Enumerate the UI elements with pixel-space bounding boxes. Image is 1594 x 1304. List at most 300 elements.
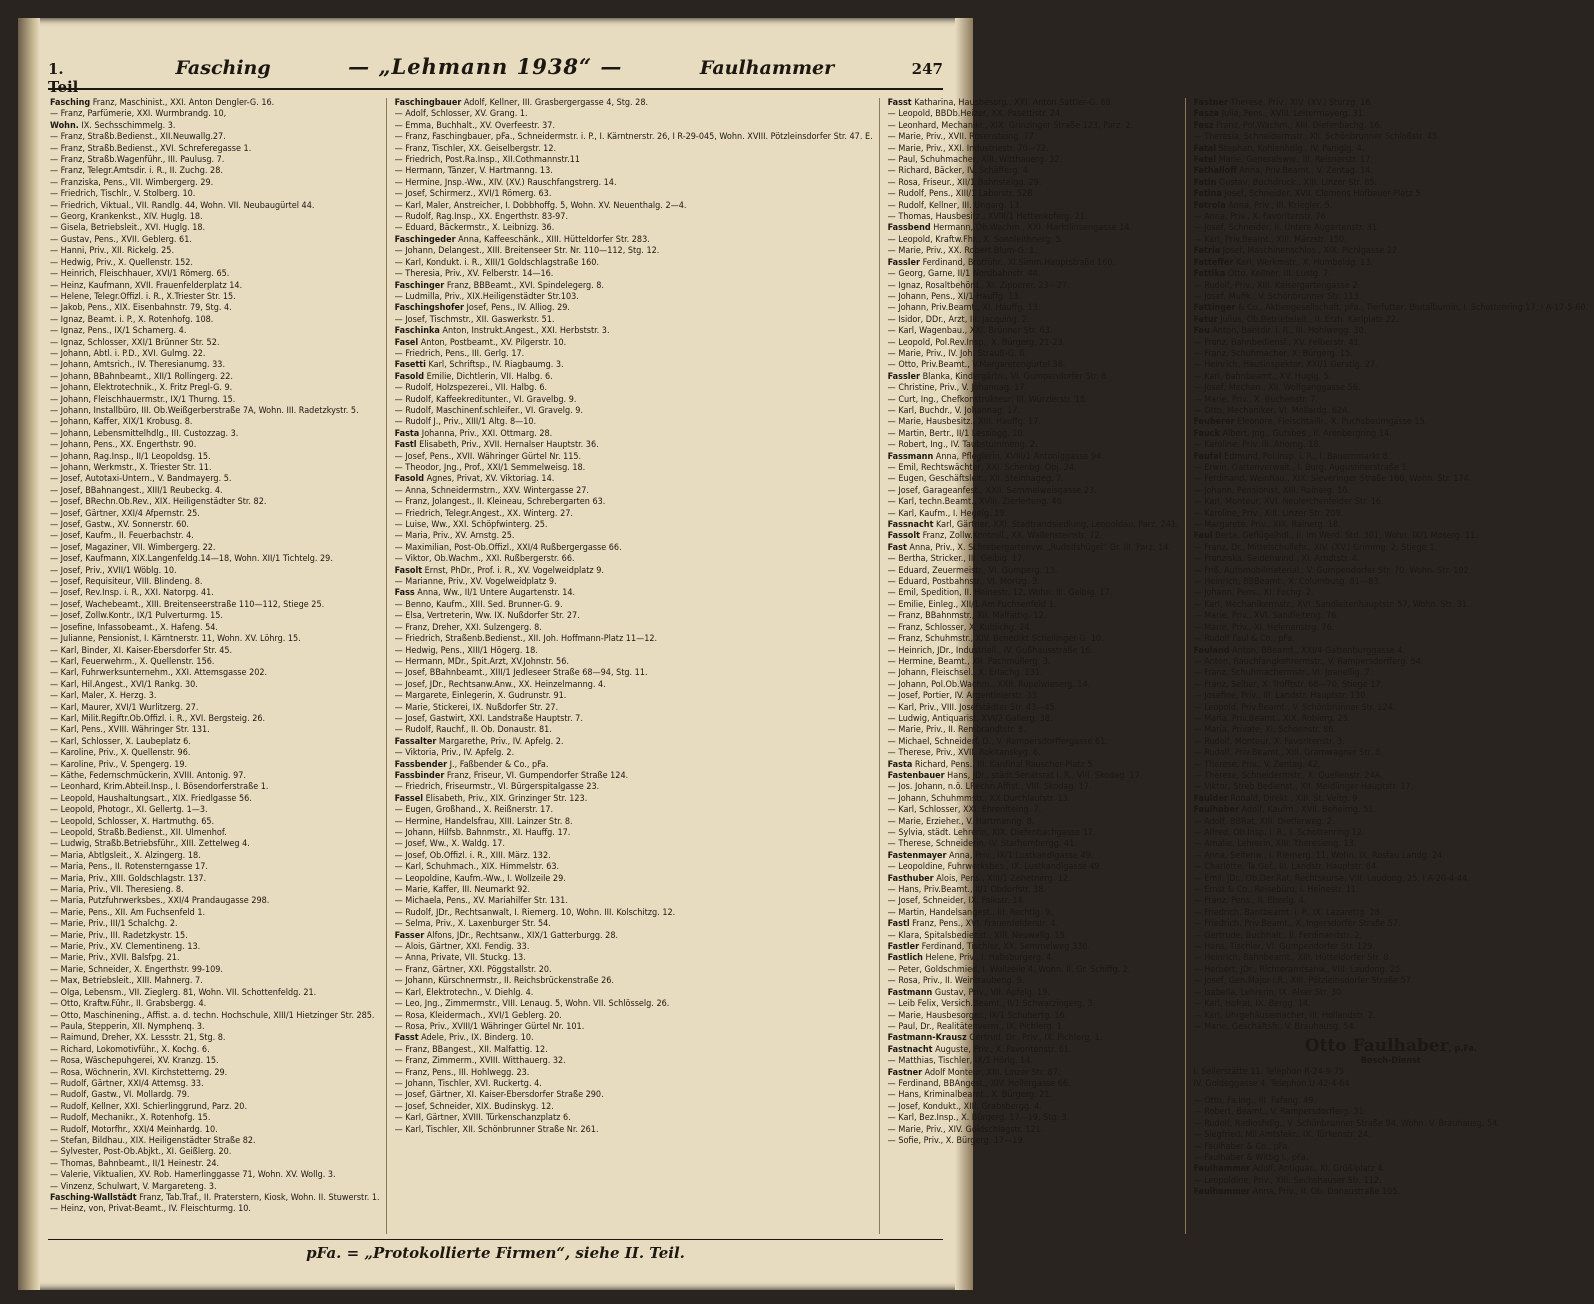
directory-entry: Fasser Alfons, JDr., Rechtsanw., XIX/1 Gatterburgg. 28. — [394, 930, 619, 941]
directory-entry: Faschingbauer Adolf, Kellner, III. Grasbergergasse 4, Stg. 28. — [394, 98, 649, 108]
directory-entry: — Anna, Seifenw., I. Riemerg. 11, Wohn. IX. Rosfau Landg. 24. — [1193, 850, 1445, 861]
directory-entry: — Franz, Schuhmstr., XIV. Benedikt Schellinger-G. 10. — [887, 634, 1104, 645]
directory-entry: — Johann, Rag.Insp., II/1 Leopoldsg. 15. — [50, 451, 211, 462]
directory-entry: — Siegfried, Mil.Amtsfekr., IX. Türkenstr. 24. — [1193, 1130, 1371, 1141]
directory-entry: Fastl Elisabeth, Priv., XVII. Hernalser Hauptstr. 36. — [394, 440, 599, 451]
directory-entry: — Emil, JDr., Ob.Der.Rat, Rechtskurse, VIII. Laudong. 25, I A-20-4-44. — [1193, 873, 1470, 884]
directory-entry: — Rudolf, Rauchf., II. Ob. Donaustr. 81. — [394, 725, 552, 736]
directory-entry: — Rosa, Priv., XVIII/1 Währinger Gürtel Nr. 101. — [394, 1021, 585, 1032]
directory-entry: — Valerie, Viktualien, XV. Rob. Hamerlinggasse 71, Wohn. XV. Wollg. 3. — [50, 1170, 336, 1181]
directory-entry: — Josef, Gen.Major i.R., XIII. Pötzleinsdorfer Straße 57. — [1193, 976, 1414, 987]
directory-entry: — Marie, Stickerei, IX. Nußdorfer Str. 27. — [394, 702, 559, 713]
directory-entry: Fasz Franz, Pol.Wachm., XIII. Diefenbachg. 16. — [1193, 120, 1382, 131]
directory-entry: — Karl, techn.Beamt., XVIII. Zierleiteng. 46. — [887, 497, 1065, 508]
directory-entry: — Emilie, Einleg., XII/1 Am Fuchsenfeld 1. — [887, 599, 1057, 610]
directory-entry: — Josef, Mufik., V. Schönbrunner Str. 113. — [1193, 291, 1362, 302]
directory-entry: — Faulhaber & Co., pFa. — [1193, 1141, 1291, 1152]
page-footer: pFa. = „Protokollierte Firmen“, siehe II. Teil. — [48, 1239, 943, 1274]
directory-entry: — Robert, Ing., IV. Taubstummeng. 2. — [887, 440, 1038, 451]
column-4-entries — [1194, 98, 1589, 1033]
directory-entry: — Marie, Priv., X. Buchenstr. 7. — [1193, 394, 1318, 405]
column-2 — [395, 98, 880, 1234]
directory-entry: Fastl Franz, Pens., XVI. Frauenfelderstr. 4. — [887, 919, 1059, 930]
directory-entry: — Franz, BBahnmstr., XII. Malfattig. 12. — [887, 611, 1047, 622]
directory-entry: — Margarete, Priv., XIX. Rainerg. 18. — [1193, 520, 1341, 531]
directory-entry: Fassnacht Karl, Gärtner, XXI. Stadtrandsiedlung, Leopoldau, Parz. 241. — [887, 520, 1179, 531]
directory-entry: — Leopold, Haushaltungsart., XIX. Friedlgasse 56. — [50, 793, 252, 804]
directory-entry: — Richard, Lokomotivführ., X. Kochg. 6. — [50, 1044, 210, 1055]
directory-entry: — Josef, Requisiteur, VIII. Blindeng. 8. — [50, 577, 203, 588]
directory-entry: — Rudolf, Kellner, III. Ungarg. 13. — [887, 200, 1022, 211]
directory-entry: — Rudolf, Motorfhr., XXI/4 Meinhardg. 10. — [50, 1124, 218, 1135]
directory-entry: Fasold Emilie, Dichtlerin, VII. Halbg. 6. — [394, 371, 553, 382]
directory-entry: Fastmann Gustav, Priv., VII. Apfelg. 19. — [887, 987, 1050, 998]
directory-entry: Fattika Otto, Kellner, III. Lustg. 7. — [1193, 269, 1331, 280]
directory-entry: — Josef, Garageanfest., XXII. Semmelweisgasse 23. — [887, 485, 1097, 496]
directory-entry: — Marie, Priv., XVII. Balsfpg. 21. — [50, 953, 180, 964]
directory-entry: — Josef, Schirmerz., XVI/1 Römerg. 63. — [394, 189, 552, 200]
directory-entry: Fassler Blanka, Kindergärtn., VI. Gumpendorfer Str. 8. — [887, 371, 1110, 382]
directory-entry: — Hermann, MDr., Spit.Arzt, XV.Johnstr. 56. — [394, 656, 569, 667]
directory-entry: — Ernst & Co., Reisebüro, I. Heinestr. 11. — [1193, 885, 1359, 896]
directory-entry: — Karl, Bahnbeamt., XV. Huglg. 5. — [1193, 371, 1332, 382]
directory-entry: — Franz, Straßb.Bedienst., XII.Neuwallg.27. — [50, 132, 226, 143]
directory-entry: — Leopold, Photogr., XI. Gellertg. 1—3. — [50, 805, 208, 816]
directory-entry: — Eugen, Geschäftsleit., XII. Steinhageg. 7. — [887, 474, 1064, 485]
directory-entry: — Rudolf J., Priv., XIII/1 Altg. 8—10. — [394, 417, 537, 428]
directory-entry: — Leopold, Pol.Rev.Insp., X. Bürgerg. 21-23. — [887, 337, 1066, 348]
directory-entry: Fastenbauer Hans, JDr., städt.Senatsrat i. R., VIII. Skodag. 17. — [887, 770, 1143, 781]
directory-entry: — Johann, Schuhmmstr., XX.Durchlaufstr. 13. — [887, 793, 1071, 804]
directory-entry: Faulhammer Anna, Priv., II. Ob. Donaustraße 105. — [1193, 1187, 1401, 1198]
directory-entry: Fatin Gustav, Buchdruck., XIII. Linzer Str. 85. — [1193, 177, 1378, 188]
directory-entry: Fasza Julia, Pens., XVIII. Leitermayerg. 31. — [1193, 109, 1366, 120]
directory-entry: — Stefan, Bildhau., XIX. Heiligenstädter Straße 82. — [50, 1135, 256, 1146]
directory-entry: — Karl, Maler, X. Herzg. 3. — [50, 691, 157, 702]
directory-entry: — Josef, Wachebeamt., XIII. Breitenseerstraße 110—112, Stiege 25. — [50, 599, 325, 610]
directory-entry: — Leopold, Schlosser, X. Hartmuthg. 65. — [50, 816, 215, 827]
directory-entry: — Leopold, BBDb.Heizer, XX. Pasettistr. 24. — [887, 109, 1063, 120]
directory-entry: Fastler Ferdinand, Tischler, XX. Semmelweg 336. — [887, 942, 1091, 953]
ad-line-2: IV. Goldeggasse 4. Telephon U-42-4-64 — [1193, 1078, 1350, 1089]
directory-entry: — Anna, Private, VII. Stuckg. 13. — [394, 953, 526, 964]
directory-entry: — Jakob, Pens., XIX. Eisenbahnstr. 79, Stg. 4. — [50, 303, 232, 314]
directory-entry: — Franz, Dreher, XXI. Sulzengerg. 8. — [394, 622, 542, 633]
directory-entry: — Karl, Wagenbau., XXI. Brünner Str. 63. — [887, 326, 1053, 337]
directory-entry: — Franz, Bahnbediensf., XV. Felberstr. 41. — [1193, 337, 1362, 348]
directory-entry: — Hanni, Priv., XII. Rickelg. 25. — [50, 246, 175, 257]
directory-entry: — Johann, Lebensmittelhdlg., III. Custozzag. 3. — [50, 428, 239, 439]
directory-entry: — Johann, Pens., XI/1 Hauffg. 13. — [887, 291, 1022, 302]
directory-entry: — Friedrich, Bantbeamt. i. P., IX. Lazarettg. 28. — [1193, 907, 1383, 918]
directory-entry: — Johann, Delangest., XIII. Breitenseer Str. Nr. 110—112, Stg. 12. — [394, 246, 660, 257]
directory-entry: — Johann, Werkmstr., X. Triester Str. 11. — [50, 463, 212, 473]
directory-entry: Fassbend Hermann, Ob.Wachm., XXI. Marktlinsengasse 14. — [887, 223, 1133, 234]
directory-entry: — Ludmilla, Priv., XIX.Heiligenstädter Str.103. — [394, 291, 579, 302]
directory-entry: — Marie, Priv., XV. Clementineng. 13. — [50, 942, 201, 953]
directory-entry: — Martin, Bertr., II/1 Lessingg. 10. — [887, 428, 1026, 439]
directory-entry: — Rudolf, Maschinenf.schleifer., VI. Gravelg. 9. — [394, 405, 583, 416]
directory-entry: — Marie, Priv., XVI. Sandleiteng. 76. — [1193, 611, 1339, 622]
directory-entry: Faulhaber Adolf, Kaufm., XVII. Beheimg. 51. — [1193, 805, 1376, 816]
directory-entry: — Leopoldine, Kaufm.-Ww., I. Wollzeile 29. — [394, 873, 566, 884]
directory-entry: — Johann, Tischler, XVI. Ruckertg. 4. — [394, 1078, 542, 1089]
directory-entry: — Josef, Kaufm., II. Feuerbachstr. 4. — [50, 531, 194, 542]
directory-entry: — Emil, Rechtswächter, XXI. Schenbg. Obj. 24. — [887, 463, 1077, 473]
directory-entry: — Isabella, Lehrerin, IX. Alser Str. 30. — [1193, 987, 1344, 998]
directory-entry: — Rudolf, Priv., XIII. Kaisergartengasse 2. — [1193, 280, 1361, 291]
directory-entry: Fatal Stephan, Kohlenhdlg., IV. Paniglg. 4. — [1193, 143, 1365, 154]
directory-entry: — Leopold, Straßb.Bedienst., XII. Ulmenhof. — [50, 828, 227, 838]
directory-entry: Fassbender J., Faßbender & Co., pFa. — [394, 759, 549, 770]
directory-entry: — Karl, Hil.Angest., XVI/1 Rankg. 30. — [50, 679, 198, 690]
directory-entry: — Marie, Priv., III. Radetzkystr. 15. — [50, 930, 188, 941]
directory-entry: — Therese, Priv., V. Zentag. 42. — [1193, 759, 1321, 770]
directory-entry: — Karoline, Priv., X. Quellenstr. 96. — [50, 748, 191, 759]
directory-entry: — Johann, Fleischsel., X. Erlachg. 131. — [887, 668, 1043, 679]
directory-entry: — Rudolf, Gärtner, XXI/4 Attemsg. 33. — [50, 1078, 204, 1089]
directory-entry: — Josef, Gärtner, XI. Kaiser-Ebersdorfer Straße 290. — [394, 1090, 604, 1101]
directory-entry: — Isidor, DDr., Arzt, III. Jacquing. 2. — [887, 314, 1030, 325]
directory-entry: — Marie, Priv., XX. Robert Blum-G. 1. — [887, 246, 1037, 257]
ad-name: Otto Faulhaber — [1304, 1036, 1449, 1057]
directory-entry: — Marie, Priv., XI. Helenenstrg. 76. — [1193, 622, 1335, 633]
directory-entry: — Ignaz, Beamt. i. P., X. Rotenhofg. 108. — [50, 314, 214, 325]
directory-entry: — Friedrich, Pens., III. Gerlg. 17. — [394, 348, 525, 359]
directory-entry: — Adolf, Schlosser, XV. Grang. 1. — [394, 109, 528, 120]
directory-entry: — Karl, Gärtner, XVIII. Türkenschanzplatz 6. — [394, 1113, 571, 1124]
directory-entry: Fasold Agnes, Privat, XV. Viktoriag. 14. — [394, 474, 555, 485]
directory-entry: — Benno, Kaufm., XIII. Sed. Brunner-G. 9. — [394, 599, 563, 610]
directory-entry: Fasst Katharina, Hausbesorg., XXI. Anton Sattler-G. 68. — [887, 98, 1114, 108]
directory-entry: — Johann, Pens., XI. Fochg. 2. — [1193, 588, 1314, 599]
column-1 — [50, 98, 387, 1234]
directory-entry: — Marie, Geschäftsfr., V. Brauhausg. 54. — [1193, 1021, 1357, 1032]
directory-entry: — Karl, Fuhrwerksunternehm., XXI. Attemsgasse 202. — [50, 668, 268, 679]
directory-entry: — Michael, Schneiderf. D., V. Rampersdorffergasse 61. — [887, 736, 1108, 747]
directory-entry: — Viktor, Ob.Wachm., XXI. Rußbergerstr. 66. — [394, 554, 575, 565]
directory-entry: — Eduard, Zeuermeistr., VI. Gumperg. 13. — [887, 565, 1058, 576]
directory-entry: — Gustav, Pens., XVII. Geblerg. 61. — [50, 234, 192, 245]
directory-entry: — Thomas, Bahnbeamt., II/1 Heinestr. 24. — [50, 1158, 220, 1169]
directory-entry: — Johann, Pens., XX. Engerthstr. 90. — [50, 440, 197, 451]
directory-entry: — Heinrich, Fleischhauer, XVI/1 Römerg. 65. — [50, 269, 230, 280]
directory-entry: — Curt, Ing., Chefkonstrukteur, III. Würzlerstr. 18. — [887, 394, 1088, 405]
directory-entry: — Karl, Schlosser, XXI. Ehrenfteing. 7. — [887, 805, 1042, 816]
directory-entry: Fass Anna, Ww., II/1 Untere Augartenstr. 14. — [394, 588, 576, 599]
directory-entry: — Franz, Pens., II. Eberlg. 4. — [1193, 896, 1307, 907]
directory-entry: — Josef, Pens., XVII. Währinger Gürtel Nr. 115. — [394, 451, 582, 462]
directory-entry: — Sylvester, Post-Ob.Abjkt., XI. Geißlerg. 20. — [50, 1147, 232, 1158]
directory-entry: — Friedrich, Friseurmstr., VI. Bürgerspitalgasse 23. — [394, 782, 600, 793]
directory-entry: — Karl, Mechanikermstr., XVI. Sandleitenhauptstr. 57, Wohn. Str. 31. — [1193, 599, 1470, 610]
directory-entry: — Margarete, Einlegerin, X. Gudrunstr. 91. — [394, 691, 567, 702]
directory-entry: — Marie, Hausbesitz., XIII. Hauffg. 17. — [887, 417, 1041, 428]
directory-entry: — Josef, Zollw.Kontr., IX/1 Pulverturmg. 15. — [50, 611, 224, 622]
directory-entry: — Erwin, Gartenverwalt., I. Burg, Augustinerstraße 1. — [1193, 463, 1410, 473]
directory-entry: — Franz, Jolangest., II. Kleineau, Schrebergarten 63. — [394, 497, 606, 508]
directory-entry: — Franz, Dr., Mittelschullehr., XIV. (XV.) Grimmg. 2, Stiege 1. — [1193, 542, 1438, 553]
directory-entry: — Franz, Gärtner, XXI. Pöggstallstr. 20. — [394, 964, 552, 975]
directory-entry: — Franz, Schuhmacher, X. Bürgerg. 15. — [1193, 348, 1353, 359]
directory-entry: Fauberer Eleonore, Fleischtaillr., X. Puchsbaumgasse 15. — [1193, 417, 1428, 428]
directory-entry: — Rudolf Faul & Co., pFa. — [1193, 634, 1295, 645]
directory-entry: — Rudolf, Rag.Insp., XX. Engerthstr. 83-97. — [394, 212, 569, 223]
part-label: 1. Teil — [48, 60, 79, 96]
directory-entry: Fasta Richard, Pens., III. Kardinal Rauscher-Platz 5. — [887, 759, 1096, 770]
directory-entry: — Ludwig, Antiquarist, XVI/2 Gallerg. 38. — [887, 713, 1053, 724]
directory-entry: — Franz, Tischler, XX. Geiselbergstr. 12. — [394, 143, 557, 154]
directory-entry: — Klara, Spitalsbedienst., XIII. Neuwallg. 15. — [887, 930, 1068, 941]
directory-entry: — Rudolf, Gastw., VI. Mollardg. 79. — [50, 1090, 190, 1101]
directory-entry: — Hermine, Handelsfrau, XIII. Lainzer Str. 8. — [394, 816, 573, 827]
directory-entry: — Helene, Telegr.Offizl. i. R., X.Triester Str. 15. — [50, 291, 236, 302]
directory-entry: Fassbinder Franz, Friseur, VI. Gumpendorfer Straße 124. — [394, 770, 629, 781]
directory-entry: Fattinger & Co., Aktiengesellschaft, pFa., Tierfutter, Blutalbumin, I. Schottenring 17, I A-17-5-60. — [1193, 303, 1589, 314]
directory-entry: — Franziska, Seidenwind., XI. Arndtstr. 4. — [1193, 554, 1360, 565]
directory-entry: — Emil, Spedition, II. Heinestr. 12, Wohn. III. Geibig. 17. — [887, 588, 1113, 599]
directory-entry: — Theresia, Schneidermstr., XII. Schönbrunner Schloßstr. 45. — [1193, 132, 1440, 143]
directory-entry: — Josef, Ob.Offizl. i. R., XIII. März. 132. — [394, 850, 551, 861]
directory-entry: — Josef, Portier, IV. Argentinierstr. 33. — [887, 691, 1040, 702]
directory-entry: — Karl, Priv.Beamt., XIII. Märzstr. 150. — [1193, 234, 1347, 245]
directory-entry: — Maria, Abtlgsleit., X. Alzingerg. 18. — [50, 850, 201, 861]
directory-entry: — Ignaz, Pens., IX/1 Schamerg. 4. — [50, 326, 187, 337]
directory-entry: — Leopoldine, Priv., XIII. Sechshauser Str. 112. — [1193, 1175, 1382, 1186]
directory-entry: — Olga, Lebensm., VII. Zieglerg. 81, Wohn. VII. Schottenfeldg. 21. — [50, 987, 317, 998]
directory-entry: — Georg, Krankenkst., XIV. Huglg. 18. — [50, 212, 203, 223]
directory-entry: Fatina Josef, Schneider, XVII. Clemens Hofbauer-Platz 5. — [1193, 189, 1423, 200]
directory-entry: — Friedrich, Straßenb.Bedienst., XII. Joh. Hoffmann-Platz 11—12. — [394, 634, 658, 645]
directory-entry: — Hedwig, Pens., XIII/1 Högerg. 18. — [394, 645, 538, 656]
directory-entry: — Luise, Ww., XXI. Schöpfwinterg. 25. — [394, 520, 548, 531]
directory-entry: — Emma, Buchhalt., XV. Overfeestr. 37. — [394, 120, 556, 131]
directory-entry: — Ignaz, Schlosser, XXI/1 Brünner Str. 52. — [50, 337, 220, 348]
directory-entry: — Julianne, Pensionist, I. Kärntnerstr. 11, Wohn. XV. Löhrg. 15. — [50, 634, 301, 645]
directory-entry: — Franz, Straßb.Wagenführ., III. Paulusg. 7. — [50, 155, 225, 166]
column-4 — [1194, 98, 1594, 1234]
directory-entry: — Rudolf, Radioshdlg., V. Schönbrunner Straße 94, Wohn. V. Brauhausg. 54. — [1193, 1118, 1500, 1129]
directory-entry: — Rudolf, Pens., XIII/1 Laborstr. 52B. — [887, 189, 1036, 200]
directory-entry: — Anna, Priv., X. Favoritenstr. 76. — [1193, 212, 1329, 223]
directory-entry: — Richard, Bäcker, IV. Schäfferg. 4. — [887, 166, 1031, 177]
directory-entry: — Josef, Rev.Insp. i. R., XXI. Natorpg. 41. — [50, 588, 214, 599]
directory-entry: — Amalie, Lehrerin, XIII. Theresieng. 13. — [1193, 839, 1357, 850]
directory-entry: — Rudolf, Holzspezerei., VII. Halbg. 6. — [394, 383, 548, 394]
directory-entry: — Paul, Dr., Realitätenverm., IX. Pichlerg. 1. — [887, 1021, 1065, 1032]
directory-entry: Fauck Albert, Jng., Gutsbes., II. Arenbergring 14. — [1193, 428, 1392, 439]
directory-entry: — Peter, Goldschmied, I. Wollzeile 4, Wohn. II. Gr. Schiffg. 2. — [887, 964, 1131, 975]
directory-entry: Fassalter Margarethe, Priv., IV. Apfelg. 2. — [394, 736, 564, 747]
directory-entry: — Maria, Priv., XV. Arnstg. 25. — [394, 531, 515, 542]
directory-entry: — Josef, Gastw., XV. Sonnerstr. 60. — [50, 520, 189, 531]
directory-entry: — Hans, Tischler, VI. Gumpendorfer Str. 129. — [1193, 942, 1375, 953]
directory-entry: — Karl, Kondukt. i. R., XIII/1 Goldschlagstraße 160. — [394, 257, 600, 268]
directory-entry: — Josefine, Infassobeamt., X. Hafeng. 54. — [50, 622, 219, 633]
directory-entry: — Eduard, Bäckermstr., X. Leibnizg. 36. — [394, 223, 555, 234]
directory-entry: — Raimund, Dreher, XX. Lessstr. 21, Stg. 8. — [50, 1033, 226, 1044]
directory-entry: Fatel Marie, Generalsww., III. Reisnerstr. 17. — [1193, 155, 1373, 166]
directory-entry: — Friedrich, Tischlr., V. Stolberg. 10. — [50, 189, 196, 200]
directory-entry: — Johann, Pol.Ob.Wachm., XXII. Rupelwieserg. 14. — [887, 679, 1091, 690]
directory-entry: — Maria, Priv., VII. Theresieng. 8. — [50, 885, 184, 896]
directory-entry: — Maria, Pens., II. Rotensterngasse 17. — [50, 862, 208, 873]
directory-entry: — Heinz, von, Privat-Beamt., IV. Fleischturmg. 10. — [50, 1204, 252, 1215]
directory-entry: — Georg, Garne, II/1 Nordbahnstr. 44. — [887, 269, 1041, 280]
directory-entry: Fatteffer Karl, Werkmstr., X. Humboldg. 13. — [1193, 257, 1374, 268]
directory-entry: — Rudolf, Priv.Beamt., XIII. Gramwagner Str. 8. — [1193, 748, 1383, 759]
directory-entry: — Marie, Priv., IV. Joh. Strauß-G. 6. — [887, 348, 1028, 359]
directory-entry: — Josef, JDr., Rechtsanw.Anw., XX. Heinzelmanng. 4. — [394, 679, 606, 690]
directory-entry: — Josef, Schneider, IX. Falkstr. 14. — [887, 896, 1026, 907]
directory-entry: — Rudolf, Mechanikr., X. Rotenhofg. 15. — [50, 1113, 211, 1124]
directory-entry: — Karoline, Priv., V. Spengerg. 19. — [50, 759, 188, 770]
directory-entry: — Josef, Magaziner, VII. Wimbergerg. 22. — [50, 542, 216, 553]
directory-entry: — Ignaz, Rosaltbehörd., XI. Zipperer. 23—27. — [887, 280, 1070, 291]
directory-entry: Fassolt Franz, Zollw.Kontroll., XX. Wallensteinstr. 72. — [887, 531, 1103, 542]
directory-entry: — Leib Felix, Versich.Beamt., II/1 Schwarzingerg. 3. — [887, 999, 1096, 1010]
directory-entry: — Elsa, Vertreterin, Ww. IX. Nußdorfer Str. 27. — [394, 611, 580, 622]
directory-entry: — Josef, BRechn.Ob.Rev., XIX. Heiligenstädter Str. 82. — [50, 497, 267, 508]
directory-entry: — Josef, Ww., X. Waldg. 17. — [394, 839, 505, 850]
directory-entry: — Heinrich, Hausinspektor, XXI/1 Gerstlg. 27. — [1193, 360, 1378, 371]
directory-entry: Fastenmayer Anna, Priv., IX/1 Lustkandlgasse 49. — [887, 850, 1094, 861]
directory-entry: — Otto, Kraftw.Führ., II. Grabsbergg. 4. — [50, 999, 207, 1010]
directory-entry: Faufal Edmund, Pol.Insp. i. R., I. Bauernmarkt 8. — [1193, 451, 1391, 462]
directory-entry: — Hedwig, Priv., X. Quellenstr. 152. — [50, 257, 193, 268]
directory-entry: — Marie, Schneider, X. Engerthstr. 99-109. — [50, 964, 223, 975]
directory-entry: Faulhammer Adolf, Antiquar., XI. Grüßlplatz 4. — [1193, 1164, 1386, 1175]
directory-entry: — Marie, Priv., XXI. Industriestr. 70—72. — [887, 143, 1049, 154]
page-header — [48, 54, 943, 96]
directory-entry: — Franz, Parfümerie, XXI. Wurmbrandg. 10, — [50, 109, 227, 120]
directory-entry: — Franz, Telegr.Amtsdir. i. R., II. Zuchg. 28. — [50, 166, 223, 177]
directory-entry: — Leonhard, Krim.Abteil.Insp., I. Bösendorferstraße 1. — [50, 782, 269, 793]
directory-entry: — Friedrich, Telegr.Angest., XX. Winterg. 27. — [394, 508, 573, 519]
directory-entry: — Therese, Priv., XVII. Rokitanskyg. 6. — [887, 748, 1041, 759]
header-keyword-left: Fasching — [175, 57, 271, 79]
directory-entry: — Marie, Kaffer, III. Neumarkt 92. — [394, 885, 531, 896]
directory-entry: — Heinz, Kaufmann, XVII. Frauenfelderplatz 14. — [50, 280, 243, 291]
directory-entry: Faschinger Franz, BBBeamt., XVI. Spindelegerg. 8. — [394, 280, 604, 291]
directory-entry: — Marie, Hausbesorger., IX/1 Schubertg. 16. — [887, 1010, 1068, 1021]
directory-entry: — Josef, Tischmstr., XII. Gaswerkstr. 51. — [394, 314, 555, 325]
directory-entry: — Eugen, Großhand., X. Reißnerstr. 17. — [394, 805, 554, 816]
directory-entry: — Rosa, Wöchnerin, XVI. Kirchstetterng. 29. — [50, 1067, 228, 1078]
directory-entry: — Otto, Mechaniker, VI. Mollardg. 62A. — [1193, 405, 1351, 416]
directory-entry: — Josef, Kaufmann, XIX.Langenfeldg.14—18, Wohn. XII/1 Tichtelg. 29. — [50, 554, 333, 565]
directory-entry: — Friß, Automobilmaterial., V. Gumpendorfer Str. 70. Wohn. Str. 102. — [1193, 565, 1472, 576]
directory-entry: — Thomas, Hausbesitz., XVIII/1 Hettenkoferg. 21. — [887, 212, 1088, 223]
directory-entry: — Theresia, Priv., XV. Felberstr. 14—16. — [394, 269, 554, 280]
directory-entry: — Charlotte, Ta.Gef., III. Landstr. Hauptstr. 64. — [1193, 862, 1379, 873]
directory-entry: — Josef, Schneider, XIX. Budinskyg. 12. — [394, 1101, 554, 1112]
directory-entry: — Josef, Autotaxi-Untern., V. Bandmayerg. 5. — [50, 474, 232, 485]
directory-entry: — Maria, Priv.Beamt., XIX. Roblerg. 25. — [1193, 713, 1351, 724]
directory-entry: — Johann, Abtl. i. P.D., XVI. Gulmg. 22. — [50, 348, 206, 359]
directory-entry: — Rudolf, Kaffeekreditunter., VI. Gravelbg. 9. — [394, 394, 577, 405]
directory-entry: — Otto, Priv.Beamt., V.Margaretengürtel 38. — [887, 360, 1066, 371]
directory-entry: Fassler Ferdinand, Brotführ., XI.Simm.Hauptstraße 160. — [887, 257, 1116, 268]
directory-entry: Fatur Julius, Ob.Betriebsleit., II. Erzh. Karlplatz 22. — [1193, 314, 1399, 325]
directory-entry: — Josef, BBahnbeamt., XIII/1 Jedleseer Straße 68—94, Stg. 11. — [394, 668, 648, 679]
ad-subtitle: Bosch-Dienst — [1360, 1055, 1421, 1066]
directory-entry: — Franz, Pens., III. Hohlwegg. 23. — [394, 1067, 530, 1078]
directory-entry: — Alois, Gärtner, XXI. Fendig. 33. — [394, 942, 530, 953]
directory-entry: — Ferdinand, BBAngest., XIV. Hollergasse 66. — [887, 1078, 1071, 1089]
directory-entry: — Sofie, Priv., X. Bürgerg. 17—19. — [887, 1135, 1026, 1146]
directory-entry: — Paul, Schuhmacher, XIII. Witthauerg. 32. — [887, 155, 1062, 166]
directory-entry: Fast Anna, Priv., X. Schrebergartenvw. „Rudolfshügel“ Gr. III. Parz. 14. — [887, 542, 1171, 553]
directory-entry: Fatrola Anna, Priv., III. Kriegler. 5. — [1193, 200, 1333, 211]
directory-entry: — Franz, Selber, X. Trofftstr. 68—70, Stiege 17. — [1193, 679, 1384, 690]
directory-entry: — Karl, Schuhmach., XIX. Himmelstr. 63. — [394, 862, 560, 873]
directory-entry: — Adolf, BBRat, XIII. Dietlerweg. 2. — [1193, 816, 1335, 827]
header-title: — „Lehmann 1938“ — — [348, 54, 623, 79]
directory-entry: — Marie, Priv., XVII. Rosensteing. 77. — [887, 132, 1037, 143]
advertisement — [1194, 1037, 1589, 1094]
directory-entry: — Johann, Elektrotechnik., X. Fritz Pregl-G. 9. — [50, 383, 233, 394]
directory-entry: — Viktor, Streb.Bedienst., XII. Meidlinger Hauptstr. 17. — [1193, 782, 1414, 793]
directory-entry: — Maria, Priv., XIII. Goldschlagstr. 137. — [50, 873, 207, 884]
directory-entry: — Josef, Schneider, II. Untere Augartenstr. 31. — [1193, 223, 1380, 234]
directory-entry: — Karl, Tischler, XII. Schönbrunner Straße Nr. 261. — [394, 1124, 599, 1135]
directory-entry: Faulder Ronald, Direkt., XIII. St. Veitg. 9. — [1193, 793, 1360, 804]
directory-entry: — Johann, BBahnbeamt., XII/1 Rollingerg. 22. — [50, 371, 233, 382]
directory-entry: — Heinrich, Bahnbeamt., XIII. Hütteldorfer Str. 8. — [1193, 953, 1392, 964]
ad-suffix: , p.Fa. — [1448, 1044, 1477, 1055]
directory-entry: — Bertha, Stricker., III. Geibig. 17. — [887, 554, 1025, 565]
column-3 — [888, 98, 1186, 1234]
directory-entry: — Karl, Uhrgehäusemacher, III. Hollandstr. 2. — [1193, 1010, 1376, 1021]
directory-entry: — Johann, Priv.Beamt., XI. Hauffg. 13. — [887, 303, 1041, 314]
directory-entry: Fasolt Ernst, PhDr., Prof. i. R., XV. Vogelweidplatz 9. — [394, 565, 604, 576]
directory-entry: — Vinzenz, Schulwart, V. Margareteng. 3. — [50, 1181, 217, 1192]
directory-entry: — Johann, Amtsrich., IV. Theresianumg. 33. — [50, 360, 226, 371]
directory-entry: — Leopold, Kraftw.Fhr., X. Sonnleithnerg. 5. — [887, 234, 1064, 245]
directory-entry: — Hans, Kriminalbeamt., X. Bürgerg. 21. — [887, 1090, 1053, 1101]
directory-entry: — Leo, Jng., Zimmermstr., VIII. Lenaug. 5, Wohn. VII. Schlösselg. 26. — [394, 999, 670, 1010]
directory-entry: Fasst Adele, Priv., IX. Binderg. 10. — [394, 1033, 534, 1044]
directory-entry: Fassmann Anna, Pfleglerin, XVIII/1 Antoniggasse 94. — [887, 451, 1104, 462]
directory-entry: Faul Berta, Geflügelhdl., II. Im Werd. Std. 301, Wohn. IX/1 Moserg. 11. — [1193, 531, 1478, 542]
directory-entry: — Johann, Installbüro, III. Ob.Weißgerberstraße 7A, Wohn. III. Radetzkystr. 5. — [50, 405, 359, 416]
columns — [50, 98, 1589, 1234]
directory-entry: — Friedrich, Priv.Beamt., X. Ingersdorfer Straße 57. — [1193, 919, 1401, 930]
directory-entry: Fatria Josef, Maschinenschlos., XIX. Pichlgasse 22. — [1193, 246, 1400, 257]
directory-entry: — Otto, Fa.Ing., III. Fafang. 49. — [1193, 1095, 1316, 1106]
directory-entry: — Hans, Priv.Beamt., II/1 Obdorfstr. 38. — [887, 885, 1047, 896]
directory-entry: — Karl, Priv., VIII. Josefstädter Str. 43—45. — [887, 702, 1058, 713]
ad-line-1: I. Seilerstätte 11. Telephon R-24-9-75 — [1193, 1067, 1345, 1078]
directory-entry: — Johann, Kaffer, XIX/1 Krobusg. 8. — [50, 417, 193, 428]
directory-entry: — Franziska, Pens., VII. Wimbergerg. 29. — [50, 177, 214, 188]
directory-entry: Fastner Therese, Priv., XIV. (XV.) Sturzg. 16. — [1193, 98, 1374, 108]
directory-entry: — Therese, Schneiderin, IV. Starhembergg. 41. — [887, 839, 1077, 850]
directory-entry: Fastlich Helene, Priv., I. Habsburgerg. 4. — [887, 953, 1054, 964]
directory-entry: — Viktoria, Priv., IV. Apfelg. 2. — [394, 748, 515, 759]
directory-entry: — Martin, Handelsangest., III. Rechtlg. 9. — [887, 907, 1053, 918]
directory-entry: — Karl, Kaufm., I. Hegelg. 19. — [887, 508, 1007, 519]
directory-entry: — Leonhard, Mechanikr., XIX. Grinzinger Straße 123, Parz. 2. — [887, 120, 1134, 131]
directory-entry: — Karl, Buchdr., V. Johannag. 17. — [887, 405, 1021, 416]
directory-entry: — Franz, Schuhmachermstr., VI. Joanellig. 7. — [1193, 668, 1373, 679]
directory-entry: — Josef, Kondukt., XIII. Grabsbergg. 4. — [887, 1101, 1042, 1112]
directory-entry: — Rosa, Kleidermach., XVI/1 Geblerg. 20. — [394, 1010, 562, 1021]
directory-entry: — Karl, Monteur, XVI. Neulerchenfelder Str. 16. — [1193, 497, 1384, 508]
directory-entry: — Karl, Binder, XI. Kaiser-Ebersdorfer Str. 45. — [50, 645, 233, 656]
directory-entry: — Karl, Schlosser, X. Laubeplatz 6. — [50, 736, 191, 747]
